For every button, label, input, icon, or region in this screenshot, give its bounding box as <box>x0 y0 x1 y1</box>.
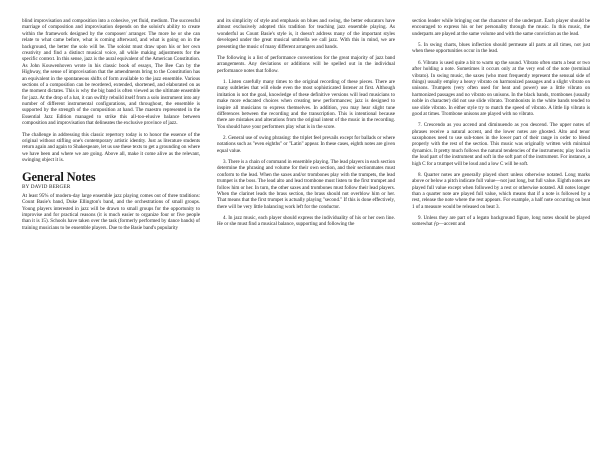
body-paragraph: section leader while bringing out the character of the underpart. Each player should be encouraged to express his or her personality through the music. In this music, the underparts are played at the same volume and with the same conviction as the lead. <box>412 18 590 37</box>
numbered-item: 3. There is a chain of command in ensemble playing. The lead players in each section determine the phrasing and volume for their own section, and their sectionmates must conform to the lead. When the saxes and/or trombones play with the trumpets, the lead trumpet is the boss. The lead alto and lead trombone must listen to the first trumpet and follow him or her. In turn, the other saxes and trombones must follow their lead players. When the clarinet leads the brass section, the brass should not overblow him or her. That means that the first trumpet is actually playing "second." If this is done effectively, there will be very little balancing work left for the conductor. <box>217 159 395 210</box>
numbered-item: 1. Listen carefully many times to the original recording of these pieces. There are many subtleties that will elude even the most sophisticated listener at first. Although imitation is not the goal, knowledge of these definitive versions will lead musicians to make more educated choices when creating new performances; jazz is designed to inspire all musicians to express themselves. In addition, you may hear slight tune differences between the recording and the transcription. This is intentional because there are mistakes and alterations from the original intent of the music in the recording. You should have your performers play what is in the score. <box>217 78 395 130</box>
three-column-layout <box>22 18 590 445</box>
numbered-item: 4. In jazz music, each player should express the individuality of his or her own line. He or she must find a musical balance, supporting and following the <box>217 215 395 228</box>
numbered-item: 8. Quarter notes are generally played short unless otherwise notated. Long marks above or below a pitch indicate full value—not just long, but full value. Eighth notes are played full value except when followed by a rest or otherwise notated. All notes longer than a quarter note are played full value, which means that if a note is followed by a rest, release the note where the rest appears. For example, a half note occurring on beat 1 of a measure would be released on beat 3. <box>412 171 590 210</box>
text-column-1 <box>22 18 200 445</box>
numbered-item: 9. Unless they are part of a legato background figure, long notes should be played somewhat ƒp—accent and <box>412 215 590 228</box>
section-heading-general-notes: General Notes <box>22 169 96 184</box>
numbered-item: 7. Crescendo as you accend and diminuendo as you descend. The upper notes of phrases receive a natural accent, and the lower notes are ghosted. Alto and tenor saxophones need to use sub-tones in the lower part of their range in order to blend properly with the rest of the section. This music was originally written with minimal dynamics. It pretty much follows the natural tendencies of the instruments; play loud in the loud part of the instrument and soft in the soft part of the instrument. For instance, a high C for a trumpet will be loud and a low C will be soft. <box>412 122 590 167</box>
body-paragraph: At least 95% of modern-day large ensemble jazz playing comes out of three traditions: Count Basie's band, Duke Ellington's band, and the orchestrations of small groups. Young players interested in jazz will be drawn to small groups for the opportunity to improvise and for practical reasons (it is much easier to organize four or five people than it is 15). Schools have taken over the task (formerly performed by dance bands) of training musicians to be ensemble players. Due to the Basie band's popularity <box>22 192 200 231</box>
text-column-3 <box>412 18 590 445</box>
section-byline: BY DAVID BERGER <box>22 184 71 191</box>
body-paragraph: and its simplicity of style and emphasis on blues and swing, the better educators have almost exclusively adopted this tradition for teaching jazz ensemble playing. As wonderful as Count Basie's style is, it doesn't address many of the important styles developed under the great musical umbrella we call jazz. With this in mind, we are presenting the music of many different arrangers and bands. <box>217 18 395 50</box>
body-paragraph: The following is a list of performance conventions for the great majority of jazz band arrangements. Any deviations or additions will be spelled out in the individual performance notes that follow. <box>217 54 395 74</box>
numbered-item: 2. General use of swing phrasing: the triplet feel prevails except for ballads or where notations such as "even eighths" or "Latin" appear. In these cases, eighth notes are given equal value. <box>217 134 395 154</box>
body-paragraph: The challenge in addressing this classic repertory today is to honor the essence of the original without stifling one's contemporary artistic identity. Just as literature students return again and again to Shakespeare, let us use these texts to get a grounding on where we have been and where we are going. Above all, make it come alive as the relevant, swinging object it is. <box>22 131 200 164</box>
numbered-item: 5. In swing charts, blues inflection should permeate all parts at all times, not just when these opportunities occur in the lead. <box>412 42 590 55</box>
numbered-item: 6. Vibrato is used quite a bit to warm up the sound. Vibrato often starts a beat or two after holding a note. Sometimes it occurs only at the very end of the note (terminal vibrato). In swing music, the saxes (who most frequently represent the sensual side of things) usually employ a heavy vibrato on harmonized passages and a slight vibrato on unisons. Trumpets (very often used for heat and power) use a little vibrato on harmonized passages and no vibrato on unisons. In the black bands, trombones (usually noble in character) did not use slide vibrato. Trombonists in the white bands tended to use slide vibrato. In either style try to match the speed of vibrato. A little lip vibrato is good at times. Trombone unisons are played with no vibrato. <box>412 59 590 117</box>
text-column-2 <box>217 18 395 445</box>
body-paragraph: blind improvisation and composition into a cohesive, yet fluid, medium. The successful marriage of composition and improvisation depends on the soloist's ability to create within the framework designed by the composer/ arranger. The more he or she can relate to what came before, what is coming afterward, and what is going on in the background, the better the solo will be. The soloist must draw upon his or her own creativity and find a distinct musical voice, all while making adjustments for the specific context. In this sense, jazz is the aural equivalent of the American Constitution. As John Kouwenhoven wrote in his classic book of essays, The Bee Can by the Highway, the sense of improvisation that the amendments bring to the Constitution has an equivalent in the spontaneous shifts of form available to the jazz ensemble. Various sections of a composition can be reordered, extended, shortened, and elaborated on as the moment dictates. This is why the big band is often viewed as the ultimate ensemble for jazz. At the drop of a hat, it can swiftly rebuild itself from a solo instrument into any number of different instrumental configurations, and throughout, the ensemble is supported by the strength of the composition at hand. The maestro represented in the Essential Jazz Edition managed to strike this all-too-elusive balance between composition and improvisation that delineates the exclusive province of jazz. <box>22 18 200 127</box>
